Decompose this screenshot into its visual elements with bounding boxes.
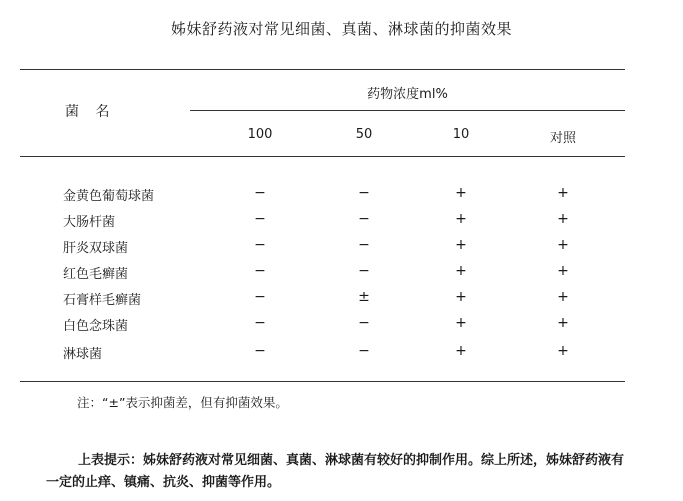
summary-paragraph: 上表提示：姊妹舒药液对常见细菌、真菌、淋球菌有较好的抑制作用。综上所述，姊妹舒药液有一定的止痒、镇痛、抗炎、抑菌等作用。 xyxy=(46,453,625,490)
result-cell-control: + xyxy=(557,211,569,227)
result-cell-50: ± xyxy=(358,289,370,305)
organism-name: 大肠杆菌 xyxy=(63,215,116,230)
table-row xyxy=(0,315,683,337)
table-row xyxy=(0,263,683,285)
table-bottom-rule xyxy=(20,381,625,382)
result-cell-control: + xyxy=(557,263,569,279)
table-row xyxy=(0,289,683,311)
result-cell-50: − xyxy=(358,315,370,331)
result-cell-100: − xyxy=(254,289,266,305)
result-cell-100: − xyxy=(254,211,266,227)
result-cell-50: − xyxy=(358,185,370,201)
result-cell-10: + xyxy=(455,263,467,279)
result-cell-100: − xyxy=(254,343,266,359)
table-row xyxy=(0,343,683,365)
organism-name: 淋球菌 xyxy=(63,347,103,362)
result-cell-10: + xyxy=(455,315,467,331)
table-row xyxy=(0,185,683,207)
result-cell-control: + xyxy=(557,289,569,305)
organism-name: 肝炎双球菌 xyxy=(63,241,129,256)
result-cell-10: + xyxy=(455,343,467,359)
result-cell-100: − xyxy=(254,185,266,201)
table-subheader-rule xyxy=(190,110,625,111)
table-row xyxy=(0,237,683,259)
column-header-control: 对照 xyxy=(549,131,576,146)
result-cell-10: + xyxy=(455,185,467,201)
result-cell-control: + xyxy=(557,237,569,253)
table-row xyxy=(0,211,683,233)
column-header-10: 10 xyxy=(452,127,470,142)
result-cell-50: − xyxy=(358,343,370,359)
result-cell-control: + xyxy=(557,343,569,359)
result-cell-control: + xyxy=(557,185,569,201)
result-cell-10: + xyxy=(455,289,467,305)
result-cell-10: + xyxy=(455,237,467,253)
column-header-100: 100 xyxy=(247,127,273,142)
organism-name: 红色毛癣菌 xyxy=(63,267,129,282)
organism-name: 石膏样毛癣菌 xyxy=(63,293,142,308)
result-cell-50: − xyxy=(358,211,370,227)
result-cell-100: − xyxy=(254,315,266,331)
result-cell-50: − xyxy=(358,263,370,279)
organism-name: 金黄色葡萄球菌 xyxy=(63,189,155,204)
page-title: 姊妹舒药液对常见细菌、真菌、淋球菌的抑菌效果 xyxy=(170,20,512,38)
table-header-rule xyxy=(20,156,625,157)
table-top-rule xyxy=(20,69,625,70)
result-cell-control: + xyxy=(557,315,569,331)
column-header-50: 50 xyxy=(355,127,373,142)
table-header-name: 菌 名 xyxy=(65,104,116,120)
result-cell-10: + xyxy=(455,211,467,227)
table-header-concentration: 药物浓度ml% xyxy=(367,87,448,102)
organism-name: 白色念珠菌 xyxy=(63,319,129,334)
result-cell-100: − xyxy=(254,237,266,253)
result-cell-100: − xyxy=(254,263,266,279)
result-cell-50: − xyxy=(358,237,370,253)
table-footnote: 注：“±”表示抑菌差，但有抑菌效果。 xyxy=(77,395,288,410)
